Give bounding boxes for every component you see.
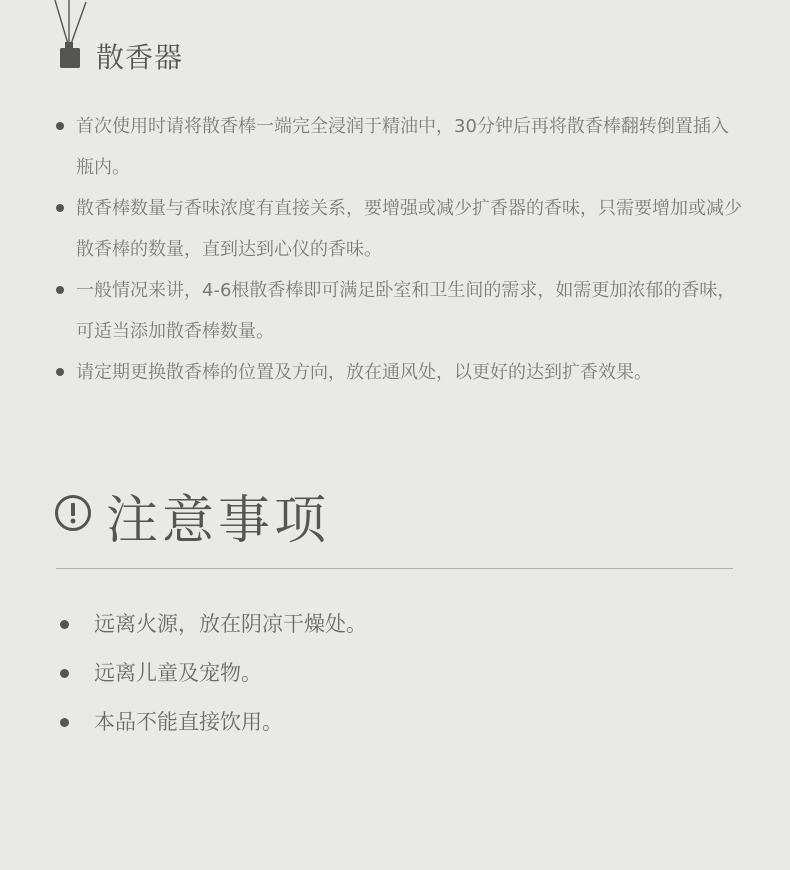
bullet-icon	[56, 368, 64, 376]
list-item	[56, 270, 746, 352]
precautions-title: 注意事项	[106, 491, 331, 551]
diffuser-title: 散香器	[96, 41, 184, 74]
bullet-icon	[60, 620, 69, 629]
precautions-list	[58, 600, 367, 747]
list-item-text: 首次使用时请将散香棒一端完全浸润于精油中，30分钟后再将散香棒翻转倒置插入瓶内。	[76, 116, 729, 178]
list-item	[58, 600, 367, 649]
list-item-text: 散香棒数量与香味浓度有直接关系，要增强或减少扩香器的香味，只需要增加或减少散香棒的数量，直到达到心仪的香味。	[76, 198, 742, 260]
list-item-text: 一般情况来讲，4-6根散香棒即可满足卧室和卫生间的需求，如需更加浓郁的香味，可适当添加散香棒数量。	[76, 280, 736, 342]
list-item-text: 远离火源，放在阴凉干燥处。	[94, 612, 367, 636]
list-item-text: 请定期更换散香棒的位置及方向，放在通风处，以更好的达到扩香效果。	[76, 362, 652, 383]
bullet-icon	[56, 204, 64, 212]
bullet-icon	[60, 718, 69, 727]
exclamation-circle-icon	[54, 494, 92, 532]
list-item	[56, 352, 746, 393]
list-item-text: 远离儿童及宠物。	[94, 661, 262, 685]
divider	[56, 568, 733, 569]
list-item	[58, 698, 367, 747]
list-item	[56, 188, 746, 270]
reed-diffuser-icon	[52, 0, 92, 72]
bullet-icon	[60, 669, 69, 678]
bullet-icon	[56, 286, 64, 294]
list-item	[56, 106, 746, 188]
bullet-icon	[56, 122, 64, 130]
list-item	[58, 649, 367, 698]
usage-instructions-list	[56, 106, 746, 393]
list-item-text: 本品不能直接饮用。	[94, 710, 283, 734]
